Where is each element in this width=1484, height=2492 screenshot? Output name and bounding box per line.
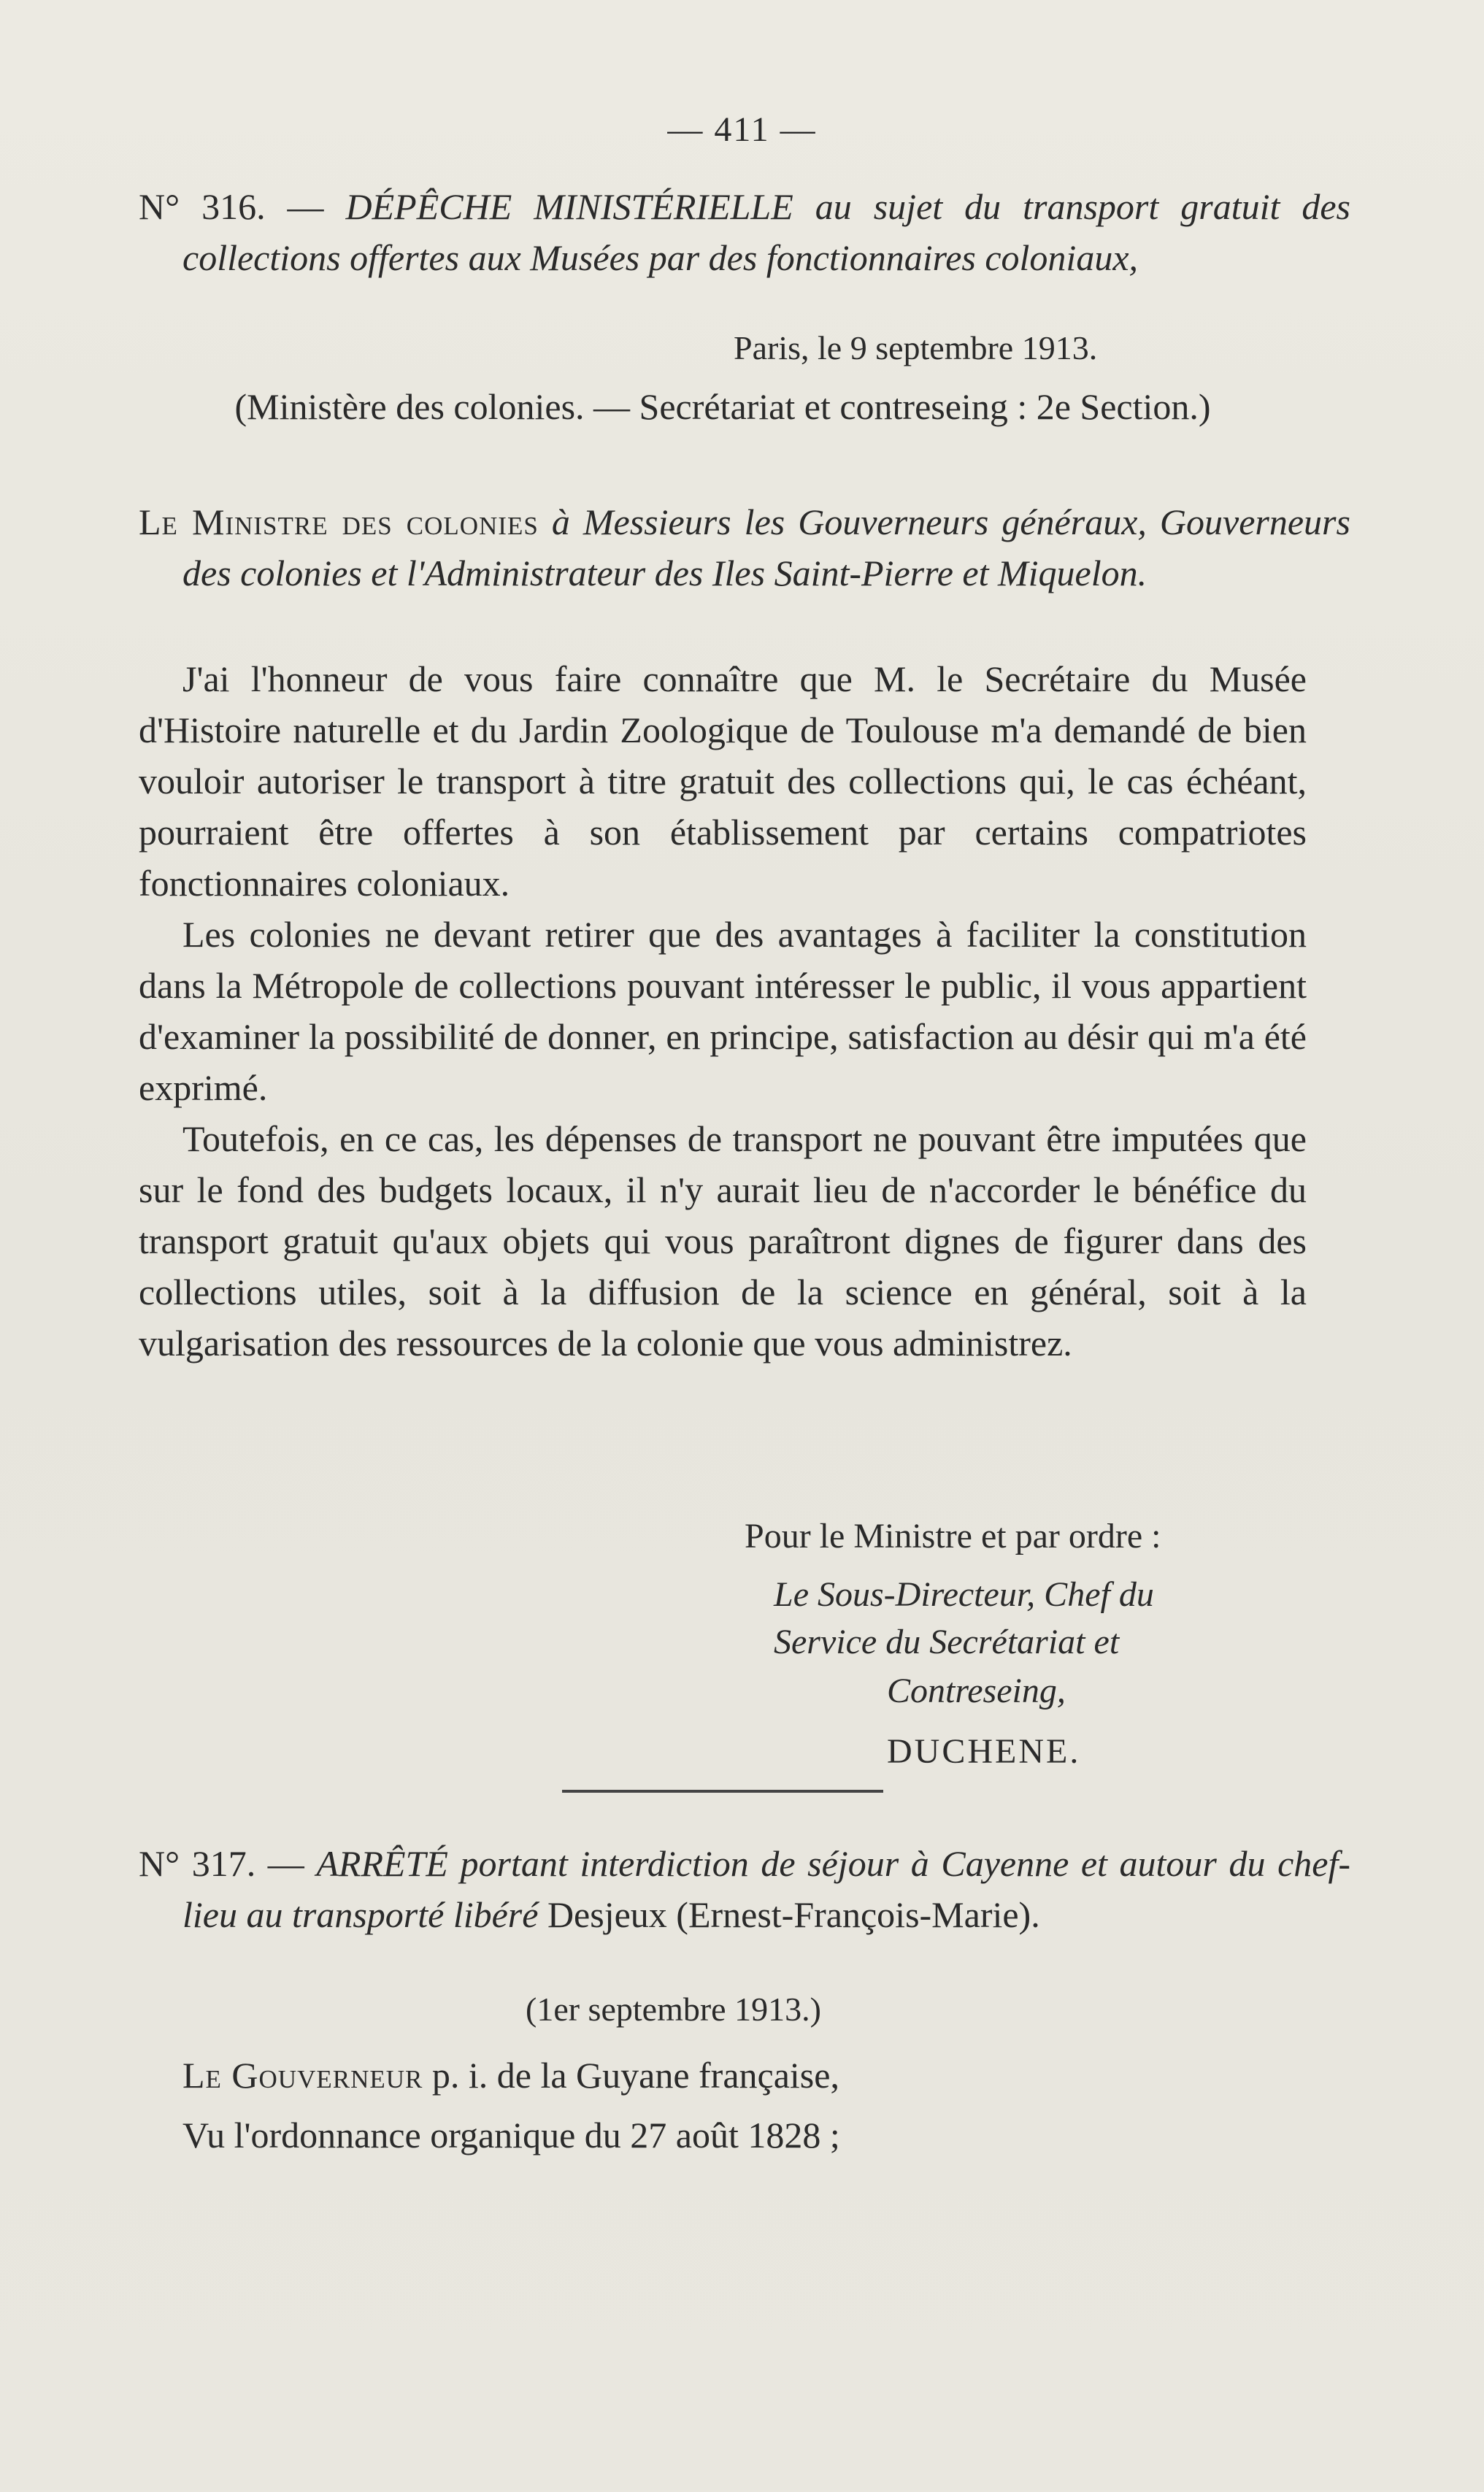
doc316-office: (Ministère des colonies. — Secrétariat et contreseing : 2e Section.) (234, 386, 1211, 427)
doc317-date: (1er septembre 1913.) (526, 1991, 821, 2028)
doc316-paragraph-2: Les colonies ne devant retirer que des avantages à faciliter la constitution dans la Métropole de collections pouvant intéresser le public, il vous appartient d'examiner la possibilité de donner, en principe, satisfaction au désir qui m'a été exprimé. (139, 914, 1307, 1108)
doc317-title-name: Desjeux (Ernest-François-Marie). (538, 1894, 1040, 1935)
doc317-vu: Vu l'ordonnance organique du 27 août 1828 ; (182, 2115, 840, 2155)
doc316-address (139, 496, 1350, 599)
doc316-address-minister: Le Ministre des colonies (139, 501, 539, 542)
page-number: — 411 — (667, 110, 817, 149)
doc317-governor-title: Le Gouverneur (182, 2055, 423, 2096)
signature-line-2: Le Sous-Directeur, Chef du (774, 1575, 1154, 1614)
doc316-dash: — (265, 186, 346, 227)
doc316-number: N° 316. (139, 186, 266, 227)
doc317-heading (139, 1838, 1350, 1940)
doc317-dash: — (255, 1843, 317, 1884)
doc317-governor-rest: p. i. de la Guyane française, (423, 2055, 839, 2096)
signature-line-3: Service du Secrétariat et (774, 1623, 1120, 1661)
doc316-address-recipients: à Messieurs les Gouverneurs généraux, Gouverneurs des colonies et l'Administrateur des Iles Saint-Pierre et Miquelon. (182, 501, 1350, 593)
section-divider (562, 1790, 883, 1793)
doc316-heading (139, 181, 1350, 283)
doc316-paragraph-3: Toutefois, en ce cas, les dépenses de transport ne pouvant être imputées que sur le fond des budgets locaux, il n'y aurait lieu de n'accorder le bénéfice du transport gratuit qu'aux objets qui vous paraîtront dignes de figurer dans des collections utiles, soit à la diffusion de la science en général, soit à la vulgarisation des ressources de la colonie que vous administrez. (139, 1118, 1307, 1364)
signature-line-4: Contreseing, (887, 1672, 1066, 1710)
doc316-place-date: Paris, le 9 septembre 1913. (734, 329, 1098, 366)
doc317-title: ARRÊTÉ portant interdiction de séjour à Cayenne et autour du chef-lieu au transporté libéré (182, 1843, 1350, 1935)
doc317-number: N° 317. (139, 1843, 256, 1884)
doc316-paragraph-1: J'ai l'honneur de vous faire connaître que M. le Secrétaire du Musée d'Histoire naturelle et du Jardin Zoologique de Toulouse m'a demandé de bien vouloir autoriser le transport à titre gratuit des collections qui, le cas échéant, pourraient être offertes à son établissement par certains compatriotes fonctionnaires coloniaux. (139, 658, 1307, 904)
doc317-governor (182, 2050, 1307, 2101)
signature-line-1: Pour le Ministre et par ordre : (745, 1517, 1161, 1555)
signature-name: DUCHENE. (887, 1732, 1081, 1771)
doc316-title: DÉPÊCHE MINISTÉRIELLE au sujet du transport gratuit des collections offertes aux Musées par des fonctionnaires coloniaux, (182, 186, 1350, 278)
doc316-body (139, 653, 1307, 1369)
